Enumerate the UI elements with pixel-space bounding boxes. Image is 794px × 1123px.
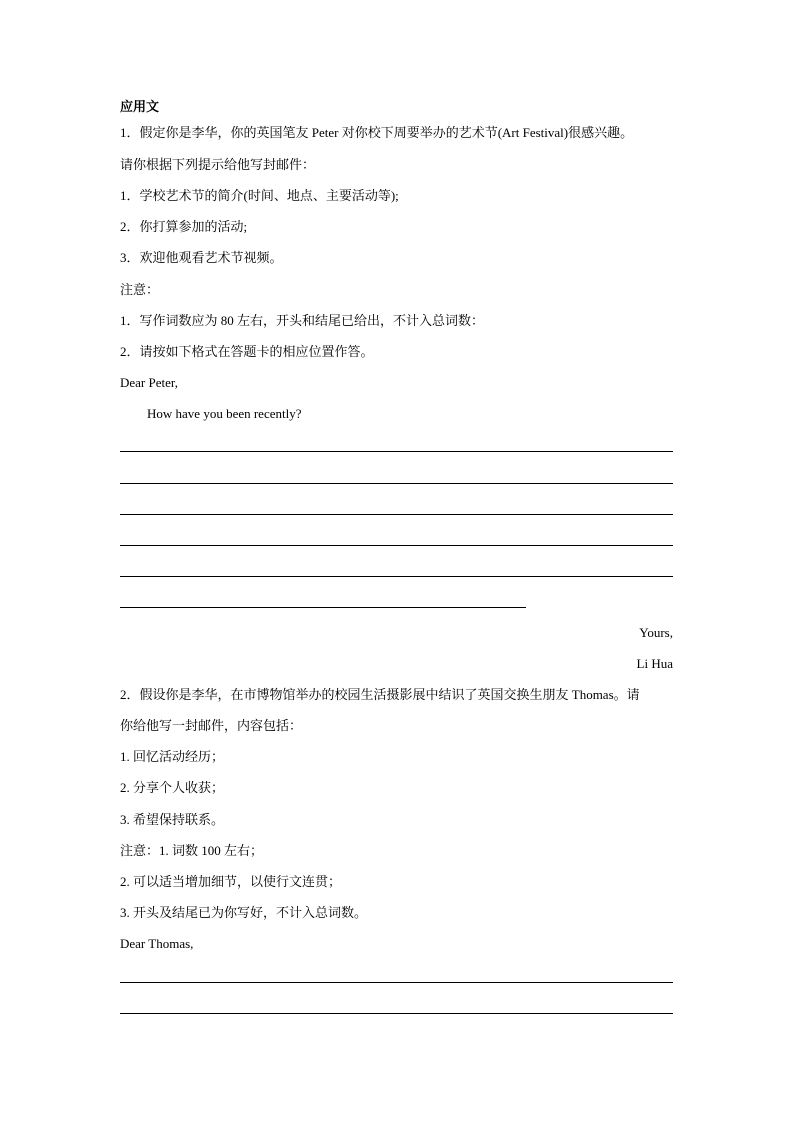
q1-closing: Yours, — [639, 625, 673, 640]
answer-line — [120, 514, 673, 515]
q1-prompt-cont: 请你根据下列提示给他写封邮件： — [120, 157, 316, 172]
q2-greeting: Dear Thomas, — [120, 936, 194, 951]
answer-line — [120, 982, 673, 983]
q2-note-2: 2. 可以适当增加细节，以使行文连贯； — [120, 874, 342, 889]
answer-line — [120, 483, 673, 484]
q1-opening: How have you been recently? — [147, 406, 302, 421]
q1-note-2: 2．请按如下格式在答题卡的相应位置作答。 — [120, 344, 374, 359]
q1-greeting: Dear Peter, — [120, 375, 178, 390]
q2-point-3: 3. 希望保持联系。 — [120, 812, 225, 827]
q2-point-2: 2. 分享个人收获； — [120, 780, 225, 795]
q2-prompt-cont: 你给他写一封邮件，内容包括： — [120, 718, 303, 733]
q1-point-2: 2．你打算参加的活动; — [120, 219, 248, 234]
section-title: 应用文 — [120, 99, 160, 114]
q2-prompt: 2．假设你是李华，在市博物馆举办的校园生活摄影展中结识了英国交换生朋友 Thomas。请 — [120, 687, 640, 702]
answer-line — [120, 1013, 673, 1014]
answer-line — [120, 451, 673, 452]
q1-prompt: 1．假定你是李华，你的英国笔友 Peter 对你校下周要举办的艺术节(Art Festival)很感兴趣。 — [120, 125, 634, 140]
q1-signature: Li Hua — [636, 656, 673, 671]
q1-point-1: 1．学校艺术节的简介(时间、地点、主要活动等); — [120, 188, 399, 203]
answer-line — [120, 545, 673, 546]
q2-note-1: 注意：1. 词数 100 左右； — [120, 843, 264, 858]
q2-point-1: 1. 回忆活动经历； — [120, 749, 225, 764]
answer-line — [120, 607, 526, 608]
q2-note-3: 3. 开头及结尾已为你写好，不计入总词数。 — [120, 905, 368, 920]
q1-note-1: 1．写作词数应为 80 左右，开头和结尾已给出，不计入总词数： — [120, 313, 485, 328]
q1-point-3: 3．欢迎他观看艺术节视频。 — [120, 250, 283, 265]
answer-line — [120, 576, 673, 577]
q1-notes-heading: 注意： — [120, 282, 160, 297]
